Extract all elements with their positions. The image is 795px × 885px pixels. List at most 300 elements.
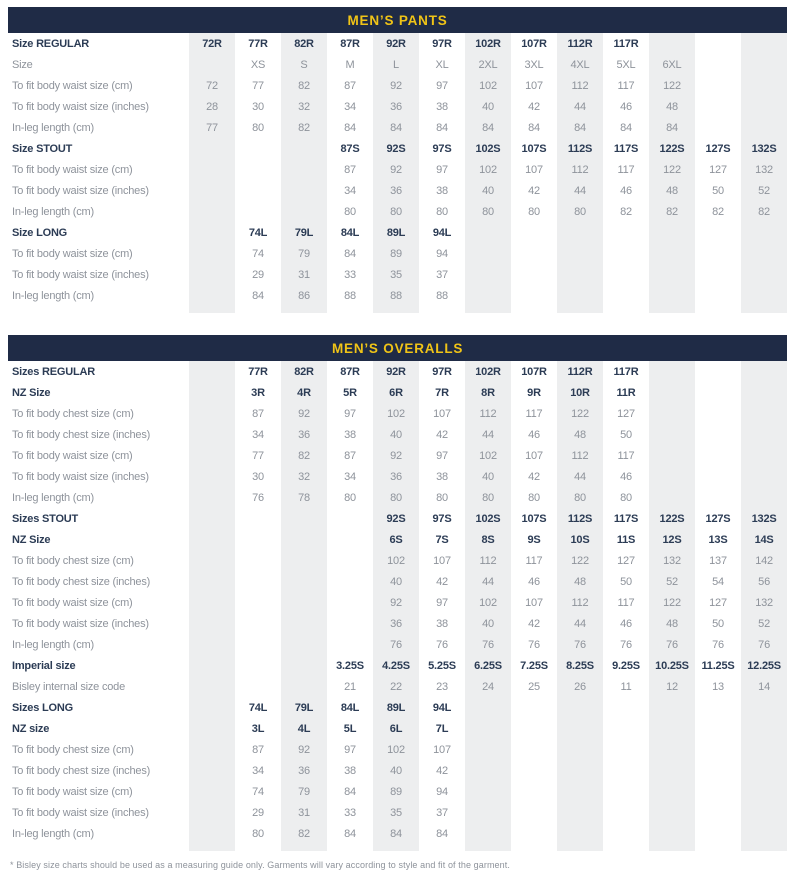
size-cell: 80 xyxy=(482,205,494,218)
size-cell xyxy=(741,285,787,306)
size-cell: 112R xyxy=(567,37,593,50)
table-row xyxy=(8,739,787,760)
size-cell xyxy=(189,159,235,180)
size-cell: 5.25S xyxy=(428,659,456,672)
size-cell xyxy=(695,222,741,243)
size-cell xyxy=(695,285,741,306)
size-cell xyxy=(189,382,235,403)
size-cell xyxy=(695,466,741,487)
size-cell: 38 xyxy=(436,470,448,483)
size-cell: 107S xyxy=(521,142,547,155)
size-cell: 92 xyxy=(390,163,402,176)
size-cell xyxy=(281,592,327,613)
size-cell: 7R xyxy=(435,386,449,399)
size-cell: 84 xyxy=(390,827,402,840)
size-cell xyxy=(281,655,327,676)
size-cell xyxy=(189,613,235,634)
size-cell: 132 xyxy=(755,163,773,176)
size-cell: 7S xyxy=(435,533,449,546)
table-row xyxy=(8,508,787,529)
size-cell xyxy=(741,445,787,466)
size-cell: 87S xyxy=(340,142,360,155)
size-cell: 2XL xyxy=(478,58,498,71)
size-cell: 77R xyxy=(248,365,268,378)
size-cell: 112S xyxy=(567,512,593,525)
size-cell: 26 xyxy=(574,680,586,693)
size-cell: 97 xyxy=(436,596,448,609)
table-row xyxy=(8,424,787,445)
table-title: MEN’S PANTS xyxy=(8,7,787,33)
size-cell: 7.25S xyxy=(520,659,548,672)
size-cell xyxy=(695,802,741,823)
size-cell xyxy=(235,613,281,634)
size-cell: 92 xyxy=(390,596,402,609)
size-cell: 84 xyxy=(436,827,448,840)
size-cell xyxy=(695,361,741,382)
size-cell xyxy=(281,159,327,180)
size-cell xyxy=(741,96,787,117)
size-cell xyxy=(189,361,235,382)
size-cell: 6R xyxy=(389,386,403,399)
size-cell: 76 xyxy=(482,638,494,651)
size-cell: 82 xyxy=(712,205,724,218)
mens-overalls-table xyxy=(8,335,787,851)
size-cell xyxy=(557,264,603,285)
size-cell xyxy=(511,264,557,285)
size-cell: 117 xyxy=(525,554,543,567)
size-cell: 132 xyxy=(663,554,681,567)
size-cell: 9R xyxy=(527,386,541,399)
size-cell xyxy=(189,655,235,676)
row-label: NZ Size xyxy=(12,533,51,546)
size-cell: 92 xyxy=(298,407,310,420)
size-cell xyxy=(189,571,235,592)
size-cell: 4L xyxy=(297,722,311,735)
size-cell: 34 xyxy=(252,428,264,441)
size-cell: 40 xyxy=(482,184,494,197)
size-cell: 107 xyxy=(525,79,543,92)
size-cell: 112 xyxy=(571,596,589,609)
row-label: Size REGULAR xyxy=(12,37,90,50)
size-cell: 142 xyxy=(755,554,773,567)
size-cell: 21 xyxy=(344,680,356,693)
size-cell xyxy=(557,739,603,760)
size-cell xyxy=(603,760,649,781)
size-cell: 42 xyxy=(436,764,448,777)
size-cell: 10.25S xyxy=(655,659,689,672)
row-label: To fit body waist size (inches) xyxy=(12,806,149,819)
size-cell xyxy=(511,802,557,823)
table-row xyxy=(8,655,787,676)
size-cell: 92S xyxy=(386,512,406,525)
size-cell xyxy=(511,823,557,844)
row-label: Sizes LONG xyxy=(12,701,73,714)
size-cell xyxy=(189,739,235,760)
size-cell xyxy=(465,802,511,823)
size-cell: 94 xyxy=(436,785,448,798)
size-cell: 127 xyxy=(709,596,727,609)
table-row xyxy=(8,382,787,403)
size-cell: 77 xyxy=(252,79,264,92)
size-cell xyxy=(281,201,327,222)
size-cell: 82 xyxy=(298,121,310,134)
size-cell xyxy=(511,222,557,243)
size-cell: 112S xyxy=(567,142,593,155)
row-label: Size LONG xyxy=(12,226,68,239)
table-row xyxy=(8,466,787,487)
size-cell: 42 xyxy=(436,428,448,441)
row-label: To fit body waist size (cm) xyxy=(12,79,133,92)
size-cell: 107 xyxy=(525,163,543,176)
size-cell: 102 xyxy=(387,554,405,567)
size-cell xyxy=(189,802,235,823)
size-cell xyxy=(649,33,695,54)
row-label: To fit body waist size (cm) xyxy=(12,247,133,260)
size-cell: 34 xyxy=(344,184,356,197)
row-label: To fit body waist size (cm) xyxy=(12,596,133,609)
size-cell: 80 xyxy=(252,121,264,134)
row-label: To fit body waist size (inches) xyxy=(12,184,149,197)
size-cell: 84 xyxy=(436,121,448,134)
table-row xyxy=(8,180,787,201)
table-row xyxy=(8,550,787,571)
size-cell: 31 xyxy=(298,268,310,281)
size-cell xyxy=(281,550,327,571)
size-cell: 44 xyxy=(482,575,494,588)
size-cell: 132S xyxy=(751,512,777,525)
size-cell xyxy=(649,697,695,718)
size-cell xyxy=(649,739,695,760)
table-row xyxy=(8,613,787,634)
size-cell: 42 xyxy=(528,100,540,113)
size-cell xyxy=(281,180,327,201)
size-cell: M xyxy=(345,58,355,71)
size-cell: 6XL xyxy=(662,58,682,71)
size-cell: 137 xyxy=(709,554,727,567)
size-cell: 77R xyxy=(248,37,268,50)
size-cell: 94 xyxy=(436,247,448,260)
row-label: To fit body chest size (cm) xyxy=(12,407,134,420)
size-cell: 132 xyxy=(755,596,773,609)
size-cell: 80 xyxy=(344,205,356,218)
size-cell: 8S xyxy=(481,533,495,546)
size-cell: 102 xyxy=(479,449,497,462)
size-cell: 46 xyxy=(620,100,632,113)
size-cell: 23 xyxy=(436,680,448,693)
size-cell: 107 xyxy=(525,596,543,609)
size-cell xyxy=(235,508,281,529)
size-cell xyxy=(327,550,373,571)
size-cell: 132S xyxy=(751,142,777,155)
row-label: NZ size xyxy=(12,722,50,735)
size-cell xyxy=(327,634,373,655)
size-cell: 84L xyxy=(340,226,360,239)
size-cell: 48 xyxy=(666,184,678,197)
size-cell: 127 xyxy=(617,407,635,420)
size-cell: 11R xyxy=(616,386,636,399)
size-cell xyxy=(189,466,235,487)
size-cell: 74 xyxy=(252,785,264,798)
size-cell: 3.25S xyxy=(336,659,364,672)
size-cell: 48 xyxy=(574,575,586,588)
size-cell xyxy=(235,571,281,592)
footnote: * Bisley size charts should be used as a measuring guide only. Garments will vary according to style and fit of the garment. xyxy=(10,860,510,870)
size-cell: 37 xyxy=(436,806,448,819)
size-cell: 82R xyxy=(294,365,314,378)
size-cell: 87R xyxy=(340,365,360,378)
size-cell xyxy=(741,760,787,781)
table-row xyxy=(8,33,787,54)
size-cell: 76 xyxy=(666,638,678,651)
size-cell: 92 xyxy=(390,449,402,462)
size-cell: 50 xyxy=(620,428,632,441)
mens-pants-table xyxy=(8,7,787,313)
size-cell: 92 xyxy=(390,79,402,92)
size-cell: 117S xyxy=(613,512,639,525)
size-cell: 14S xyxy=(754,533,774,546)
size-cell: 122S xyxy=(659,512,685,525)
size-cell xyxy=(281,613,327,634)
size-cell: 76 xyxy=(252,491,264,504)
row-label: To fit body waist size (inches) xyxy=(12,470,149,483)
size-cell xyxy=(695,117,741,138)
table-bottom-padding xyxy=(8,844,787,851)
size-cell: 122S xyxy=(659,142,685,155)
size-cell xyxy=(695,54,741,75)
size-cell: 5R xyxy=(343,386,357,399)
size-cell: 80 xyxy=(574,491,586,504)
size-cell xyxy=(741,739,787,760)
size-cell: 117 xyxy=(617,449,635,462)
size-cell xyxy=(603,285,649,306)
size-cell: 13 xyxy=(712,680,724,693)
size-cell xyxy=(695,382,741,403)
size-cell xyxy=(511,718,557,739)
size-cell: 77 xyxy=(252,449,264,462)
size-cell: 84 xyxy=(482,121,494,134)
size-cell: 97S xyxy=(432,142,452,155)
size-cell: 97 xyxy=(344,407,356,420)
table-title: MEN’S OVERALLS xyxy=(8,335,787,361)
size-cell: 84 xyxy=(344,121,356,134)
table-row xyxy=(8,823,787,844)
size-cell: 38 xyxy=(436,184,448,197)
size-cell: 80 xyxy=(390,491,402,504)
size-cell: 112 xyxy=(571,163,589,176)
size-cell xyxy=(741,424,787,445)
size-cell: 102S xyxy=(475,512,501,525)
size-cell xyxy=(649,403,695,424)
size-cell xyxy=(465,697,511,718)
size-cell: 97 xyxy=(436,79,448,92)
size-cell xyxy=(189,718,235,739)
size-cell xyxy=(695,760,741,781)
size-cell: 84 xyxy=(252,289,264,302)
size-cell: 40 xyxy=(390,428,402,441)
size-cell: 82 xyxy=(620,205,632,218)
size-cell: 80 xyxy=(436,491,448,504)
size-cell xyxy=(189,138,235,159)
size-cell xyxy=(465,760,511,781)
size-cell xyxy=(695,33,741,54)
size-cell: 12.25S xyxy=(747,659,781,672)
size-cell: 74L xyxy=(248,226,268,239)
size-cell xyxy=(189,222,235,243)
size-cell: 102 xyxy=(479,79,497,92)
size-cell: 79L xyxy=(294,226,314,239)
size-cell xyxy=(557,285,603,306)
table-row xyxy=(8,676,787,697)
size-cell: 102 xyxy=(387,407,405,420)
size-cell: 52 xyxy=(758,184,770,197)
size-cell xyxy=(189,781,235,802)
size-cell: 42 xyxy=(528,184,540,197)
size-cell: 36 xyxy=(298,428,310,441)
size-cell: 14 xyxy=(758,680,771,693)
size-cell xyxy=(603,697,649,718)
row-label: To fit body chest size (inches) xyxy=(12,764,151,777)
size-cell: 86 xyxy=(298,289,310,302)
table-row xyxy=(8,243,787,264)
size-cell: 9.25S xyxy=(612,659,640,672)
size-cell: 82 xyxy=(758,205,770,218)
size-cell: 107 xyxy=(433,407,451,420)
size-cell: 94L xyxy=(432,701,452,714)
table-gap xyxy=(8,313,787,335)
size-cell xyxy=(281,138,327,159)
size-cell xyxy=(189,180,235,201)
size-cell: 52 xyxy=(666,575,678,588)
size-cell: 80 xyxy=(620,491,632,504)
size-cell xyxy=(235,201,281,222)
size-cell: 29 xyxy=(252,268,264,281)
size-cell: 25 xyxy=(528,680,540,693)
size-cell xyxy=(695,75,741,96)
table-row xyxy=(8,802,787,823)
size-cell xyxy=(649,424,695,445)
size-cell xyxy=(189,508,235,529)
size-cell: 22 xyxy=(390,680,402,693)
size-cell xyxy=(649,823,695,844)
size-cell xyxy=(189,285,235,306)
size-cell xyxy=(235,529,281,550)
size-cell: 46 xyxy=(528,428,540,441)
size-cell: 97 xyxy=(344,743,356,756)
size-cell: 117 xyxy=(617,163,635,176)
size-cell: 76 xyxy=(390,638,402,651)
row-label: In-leg length (cm) xyxy=(12,638,94,651)
size-cell xyxy=(695,264,741,285)
size-cell: 80 xyxy=(482,491,494,504)
size-cell xyxy=(741,33,787,54)
size-cell xyxy=(511,781,557,802)
size-cell xyxy=(649,445,695,466)
size-cell: 102S xyxy=(475,142,501,155)
size-cell xyxy=(511,285,557,306)
size-cell: 97R xyxy=(432,365,452,378)
size-cell xyxy=(695,487,741,508)
size-cell xyxy=(603,222,649,243)
row-label: To fit body chest size (inches) xyxy=(12,575,151,588)
size-cell: 76 xyxy=(758,638,771,651)
size-cell xyxy=(465,264,511,285)
size-cell: 94L xyxy=(432,226,452,239)
table-row xyxy=(8,96,787,117)
size-cell: 32 xyxy=(298,470,310,483)
size-cell: 72 xyxy=(206,79,218,92)
size-cell xyxy=(189,760,235,781)
size-cell: 127 xyxy=(617,554,635,567)
size-cell xyxy=(695,96,741,117)
size-cell xyxy=(649,243,695,264)
size-cell xyxy=(327,613,373,634)
size-cell: 107R xyxy=(521,37,547,50)
size-cell xyxy=(741,487,787,508)
size-cell: 5XL xyxy=(616,58,636,71)
size-cell xyxy=(741,54,787,75)
size-cell xyxy=(557,802,603,823)
table-row xyxy=(8,54,787,75)
size-cell: 84 xyxy=(528,121,540,134)
size-cell: 38 xyxy=(344,764,356,777)
size-cell xyxy=(189,823,235,844)
size-cell: 117 xyxy=(617,79,635,92)
size-cell xyxy=(235,550,281,571)
table-row xyxy=(8,75,787,96)
size-cell: 122 xyxy=(663,163,681,176)
size-cell: 87 xyxy=(344,449,356,462)
size-cell xyxy=(603,802,649,823)
size-cell xyxy=(189,243,235,264)
size-cell: 38 xyxy=(436,617,448,630)
size-cell xyxy=(235,138,281,159)
size-cell xyxy=(695,403,741,424)
row-label: In-leg length (cm) xyxy=(12,827,94,840)
size-cell xyxy=(465,781,511,802)
size-cell xyxy=(695,445,741,466)
size-cell xyxy=(741,264,787,285)
size-cell xyxy=(603,264,649,285)
size-cell xyxy=(189,529,235,550)
size-cell: XS xyxy=(250,58,266,71)
size-cell: 84 xyxy=(574,121,586,134)
size-cell xyxy=(557,222,603,243)
size-cell xyxy=(557,718,603,739)
size-cell xyxy=(741,802,787,823)
size-cell xyxy=(327,592,373,613)
size-cell: 4.25S xyxy=(382,659,410,672)
size-cell: 48 xyxy=(666,100,678,113)
size-cell xyxy=(741,466,787,487)
size-cell: 102 xyxy=(479,163,497,176)
size-cell xyxy=(281,634,327,655)
size-cell: 9S xyxy=(527,533,541,546)
size-cell xyxy=(603,739,649,760)
size-cell: 97 xyxy=(436,163,448,176)
size-cell xyxy=(189,592,235,613)
table-row xyxy=(8,445,787,466)
size-cell: 112R xyxy=(567,365,593,378)
size-cell xyxy=(189,201,235,222)
size-cell xyxy=(189,264,235,285)
size-cell xyxy=(649,487,695,508)
table-row xyxy=(8,264,787,285)
row-label: Size xyxy=(12,58,33,71)
size-cell: 80 xyxy=(390,205,402,218)
size-cell xyxy=(741,781,787,802)
table-row xyxy=(8,697,787,718)
size-cell xyxy=(603,718,649,739)
